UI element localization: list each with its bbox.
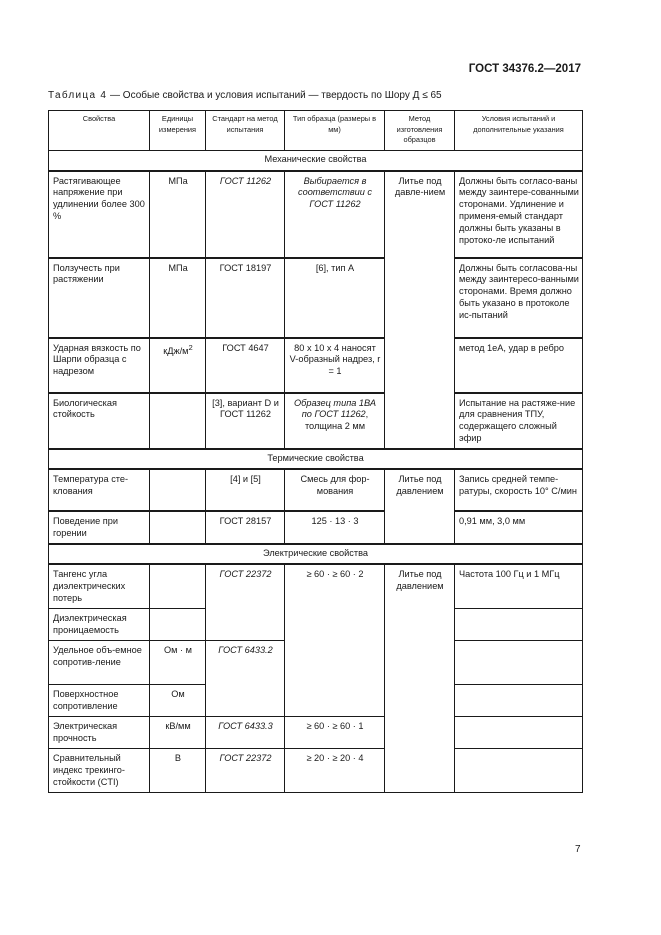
sample-rest: , толщина 2 мм [304, 409, 369, 432]
cell-sample [285, 393, 385, 450]
cell-method-thermal: Литье под давлением [385, 469, 455, 544]
table-row [49, 748, 583, 792]
cell-unit: МПа [150, 258, 206, 338]
cell-standard: ГОСТ 18197 [206, 258, 285, 338]
cell-conditions: Запись средней темпе-ратуры, скорость 10° С/мин [455, 469, 583, 511]
cell-standard: [3], вариант D и ГОСТ 11262 [206, 393, 285, 450]
cell-conditions: Должны быть согласо-ваны между заинтере-сованными сторонами. Удлинение и применя-емый стандарт должны быть указаны в протоко-ле испытаний [455, 171, 583, 258]
table-caption [48, 90, 442, 101]
table-row [49, 469, 583, 511]
header-test-conditions: Условия испытаний и дополнительные указания [455, 111, 583, 151]
cell-property: Поведение при горении [49, 511, 150, 544]
properties-table [48, 110, 583, 793]
cell-unit [150, 338, 206, 393]
cell-sample: Выбирается в соответствии с ГОСТ 11262 [285, 171, 385, 258]
header-units: Единицы измерения [150, 111, 206, 151]
cell-conditions [455, 748, 583, 792]
cell-conditions: Должны быть согласова-ны между заинтересо-ванными сторонами. Время должно быть указано в протоколе ис-пытаний [455, 258, 583, 338]
cell-sample: 125 · 13 · 3 [285, 511, 385, 544]
header-fabrication-method: Метод изготовления образцов [385, 111, 455, 151]
cell-property: Ползучесть при растяжении [49, 258, 150, 338]
header-standard: Стандарт на метод испытания [206, 111, 285, 151]
cell-property: Электрическая прочность [49, 716, 150, 748]
cell-conditions: метод 1еА, удар в ребро [455, 338, 583, 393]
cell-sample: ≥ 60 · ≥ 60 · 2 [285, 564, 385, 716]
table-caption-text: — Особые свойства и условия испытаний — твердость по Шору Д ≤ 65 [107, 90, 442, 101]
cell-conditions [455, 641, 583, 685]
table-row [49, 393, 583, 450]
cell-unit [150, 511, 206, 544]
table-row [49, 338, 583, 393]
unit-text: кДж/м [163, 345, 189, 356]
cell-unit: МПа [150, 171, 206, 258]
page-number: 7 [575, 844, 581, 855]
cell-unit [150, 469, 206, 511]
table-row [49, 171, 583, 258]
cell-unit: Ом · м [150, 641, 206, 685]
cell-conditions: 0,91 мм, 3,0 мм [455, 511, 583, 544]
cell-method-mechanical: Литье под давле-нием [385, 171, 455, 450]
cell-property: Ударная вязкость по Шарпи образца с надрезом [49, 338, 150, 393]
cell-sample: ≥ 60 · ≥ 60 · 1 [285, 716, 385, 748]
table-row [49, 564, 583, 608]
table-row [49, 511, 583, 544]
cell-unit [150, 609, 206, 641]
cell-conditions [455, 716, 583, 748]
cell-standard: [4] и [5] [206, 469, 285, 511]
cell-conditions: Частота 100 Гц и 1 МГц [455, 564, 583, 608]
cell-conditions [455, 685, 583, 717]
cell-property: Биологическая стойкость [49, 393, 150, 450]
cell-standard: ГОСТ 6433.2 [206, 641, 285, 717]
cell-sample: Смесь для фор-мования [285, 469, 385, 511]
cell-sample: 80 х 10 х 4 наносят V-образный надрез, r = 1 [285, 338, 385, 393]
cell-standard: ГОСТ 4647 [206, 338, 285, 393]
section-thermal: Термические свойства [49, 449, 583, 469]
cell-property: Растягивающее напряжение при удлинении более 300 % [49, 171, 150, 258]
document-code: ГОСТ 34376.2—2017 [468, 63, 581, 75]
cell-standard: ГОСТ 22372 [206, 748, 285, 792]
cell-unit [150, 393, 206, 450]
cell-standard: ГОСТ 6433.3 [206, 716, 285, 748]
cell-standard: ГОСТ 22372 [206, 564, 285, 640]
table-row [49, 258, 583, 338]
cell-conditions: Испытание на растяже-ние для сравнения ТПУ, содержащего сложный эфир [455, 393, 583, 450]
cell-property: Температура сте-клования [49, 469, 150, 511]
header-properties: Свойства [49, 111, 150, 151]
header-sample-type: Тип образца (размеры в мм) [285, 111, 385, 151]
cell-unit: Ом [150, 685, 206, 717]
table-caption-lead: Таблица 4 [48, 90, 108, 101]
table-row [49, 716, 583, 748]
cell-property: Тангенс угла диэлектрических потерь [49, 564, 150, 608]
cell-standard: ГОСТ 11262 [206, 171, 285, 258]
cell-property: Удельное объ-емное сопротив-ление [49, 641, 150, 685]
cell-sample: ≥ 20 · ≥ 20 · 4 [285, 748, 385, 792]
unit-superscript: 2 [188, 342, 193, 352]
cell-property: Диэлектрическая проницаемость [49, 609, 150, 641]
cell-method-electrical: Литье под давлением [385, 564, 455, 792]
cell-conditions [455, 609, 583, 641]
cell-standard: ГОСТ 28157 [206, 511, 285, 544]
cell-unit: кВ/мм [150, 716, 206, 748]
sample-italic: Образец типа 1ВА по ГОСТ 11262 [294, 397, 376, 420]
cell-property: Сравнительный индекс трекинго-стойкости (CTI) [49, 748, 150, 792]
cell-unit: В [150, 748, 206, 792]
cell-property: Поверхностное сопротивление [49, 685, 150, 717]
section-electrical: Электрические свойства [49, 544, 583, 564]
cell-unit [150, 564, 206, 608]
cell-sample: [6], тип А [285, 258, 385, 338]
section-mechanical: Механические свойства [49, 151, 583, 171]
